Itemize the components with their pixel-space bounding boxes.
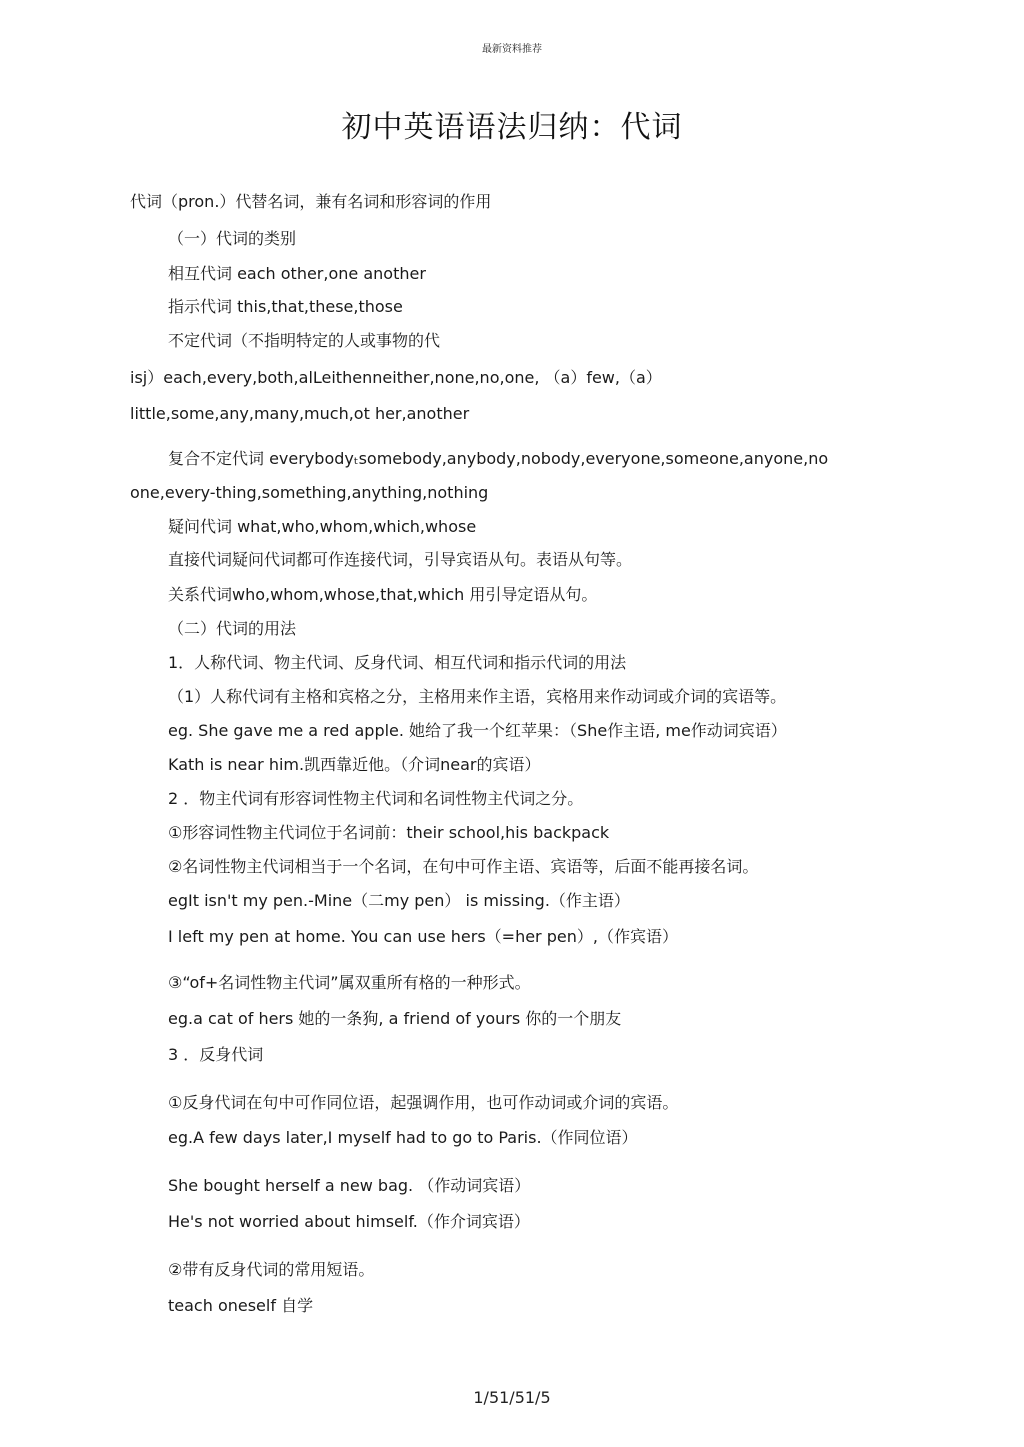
- text-line: 复合不定代词 everybodyₜsomebody,anybody,nobody,everyone,someone,anyone,no: [168, 449, 829, 468]
- section-heading: （一）代词的类别: [168, 229, 297, 248]
- text-line: Kath is near him.凯西靠近他。（介词near的宾语）: [168, 755, 541, 774]
- text-line: ③“of+名词性物主代词”属双重所有格的一种形式。: [168, 973, 531, 992]
- text-line: 2 ．物主代词有形容词性物主代词和名词性物主代词之分。: [168, 789, 584, 808]
- page-header: 最新资料推荐: [482, 44, 542, 55]
- text-line: 指示代词 this,that,these,those: [168, 297, 403, 316]
- text-line: 3 ．反身代词: [168, 1045, 264, 1064]
- text-line: 不定代词（不指明特定的人或事物的代: [168, 331, 441, 350]
- text-line: ②带有反身代词的常用短语。: [168, 1260, 375, 1279]
- text-line: 代词（pron.）代替名词，兼有名词和形容词的作用: [130, 192, 492, 211]
- text-line: ①反身代词在句中可作同位语，起强调作用，也可作动词或介词的宾语。: [168, 1093, 679, 1112]
- text-line: eg.A few days later,I myself had to go to Paris.（作同位语）: [168, 1128, 638, 1147]
- text-line: eg. She gave me a red apple. 她给了我一个红苹果：（She作主语, me作动词宾语）: [168, 721, 787, 740]
- text-line: He's not worried about himself.（作介词宾语）: [168, 1212, 530, 1231]
- text-line: ②名词性物主代词相当于一个名词，在句中可作主语、宾语等，后面不能再接名词。: [168, 857, 759, 876]
- text-line: 相互代词 each other,one another: [168, 264, 426, 283]
- text-line: eg.a cat of hers 她的一条狗, a friend of yours 你的一个朋友: [168, 1009, 622, 1028]
- section-heading: （二）代词的用法: [168, 619, 297, 638]
- text-line: ①形容词性物主代词位于名词前：their school,his backpack: [168, 823, 610, 842]
- text-line: one,every-thing,something,anything,nothing: [130, 483, 489, 502]
- text-line: （1）人称代词有主格和宾格之分，主格用来作主语，宾格用来作动词或介词的宾语等。: [168, 687, 787, 706]
- text-line: 1．人称代词、物主代词、反身代词、相互代词和指示代词的用法: [168, 653, 627, 672]
- text-line: 关系代词who,whom,whose,that,which 用引导定语从句。: [168, 585, 598, 604]
- text-line: She bought herself a new bag. （作动词宾语）: [168, 1176, 531, 1195]
- text-line: egIt isn't my pen.-Mine（二my pen） is missing.（作主语）: [168, 891, 630, 910]
- text-line: little,some,any,many,much,ot her,another: [130, 404, 470, 423]
- text-line: 疑问代词 what,who,whom,which,whose: [168, 517, 477, 536]
- text-line: teach oneself 自学: [168, 1296, 314, 1315]
- page-number: 1/51/51/5: [473, 1388, 551, 1407]
- text-line: I left my pen at home. You can use hers（=her pen）,（作宾语）: [168, 927, 678, 946]
- page-title: 初中英语语法归纳：代词: [341, 110, 683, 145]
- text-line: isj）each,every,both,alLeithenneither,none,no,one, （a）few,（a）: [130, 368, 662, 387]
- text-line: 直接代词疑问代词都可作连接代词，引导宾语从句。表语从句等。: [168, 550, 633, 569]
